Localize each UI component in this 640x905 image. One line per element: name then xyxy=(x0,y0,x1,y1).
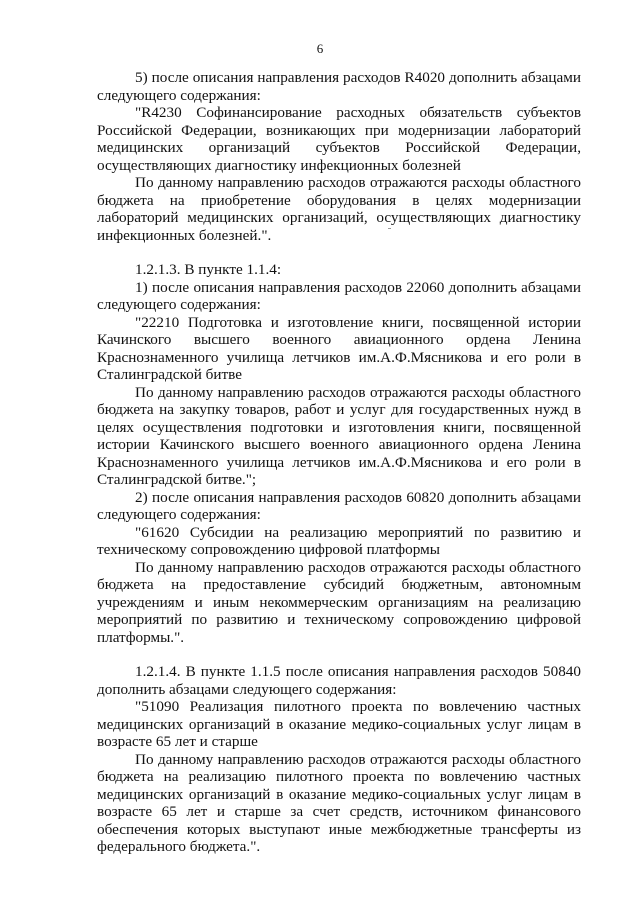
paragraph: "22210 Подготовка и изготовление книги, посвященной истории Качинского высшего военного авиационного ордена Ленина Краснознаменного училища летчиков им.А.Ф.Мясникова и его роли в Сталинградской битве xyxy=(97,313,581,383)
paragraph: 1.2.1.3. В пункте 1.1.4: xyxy=(135,261,282,278)
paragraph: 2) после описания направления расходов 60820 дополнить абзацами следующего содержания: xyxy=(97,488,581,523)
paragraph: По данному направлению расходов отражаются расходы областного бюджета на закупку товаров, работ и услуг для государственных нужд в целях осуществления подготовки и изготовления книги, посвященной истории Качинского высшего военного авиационного ордена Ленина Краснознаменного училища летчиков им.А.Ф.Мясникова и его роли в Сталинградской битве."; xyxy=(97,383,581,488)
paragraph: 1) после описания направления расходов 22060 дополнить абзацами следующего содержания: xyxy=(97,278,581,313)
paragraph: 1.2.1.4. В пункте 1.1.5 после описания направления расходов 50840 дополнить абзацами следующего содержания: xyxy=(97,663,581,698)
paragraph: 5) после описания направления расходов R4020 дополнить абзацами следующего содержания: xyxy=(97,69,581,104)
paragraph: "R4230 Софинансирование расходных обязательств субъектов Российской Федерации, возникающих при модернизации лабораторий медицинских организаций субъектов Российской Федерации, осуществляющих диагностику инфекционных болезней xyxy=(97,104,581,174)
paragraph: По данному направлению расходов отражаются расходы областного бюджета на реализацию пилотного проекта по вовлечению частных медицинских организаций в оказание медико-социальных услуг лицам в возрасте 65 лет и старше за счет средств, источником финансового обеспечения которых выступают иные межбюджетные трансферты из федерального бюджета.". xyxy=(97,750,581,855)
page-number: 6 xyxy=(316,41,324,56)
paragraph: "51090 Реализация пилотного проекта по вовлечению частных медицинских организаций в оказание медико-социальных услуг лицам в возрасте 65 лет и старше xyxy=(97,698,581,750)
document-body xyxy=(97,69,581,856)
spacer xyxy=(97,646,581,663)
paragraph: По данному направлению расходов отражаются расходы областного бюджета на приобретение оборудования в целях модернизации лабораторий медицинских организаций, осуществляющих диагностику инфекционных болезней.". xyxy=(97,174,581,244)
paragraph: По данному направлению расходов отражаются расходы областного бюджета на предоставление субсидий бюджетным, автономным учреждениям и иным некоммерческим организациям на реализацию мероприятий по развитию и техническому сопровождению цифровой платформы.". xyxy=(97,558,581,646)
paragraph: "61620 Субсидии на реализацию мероприятий по развитию и техническому сопровождению цифровой платформы xyxy=(97,523,581,558)
spacer xyxy=(97,244,581,261)
